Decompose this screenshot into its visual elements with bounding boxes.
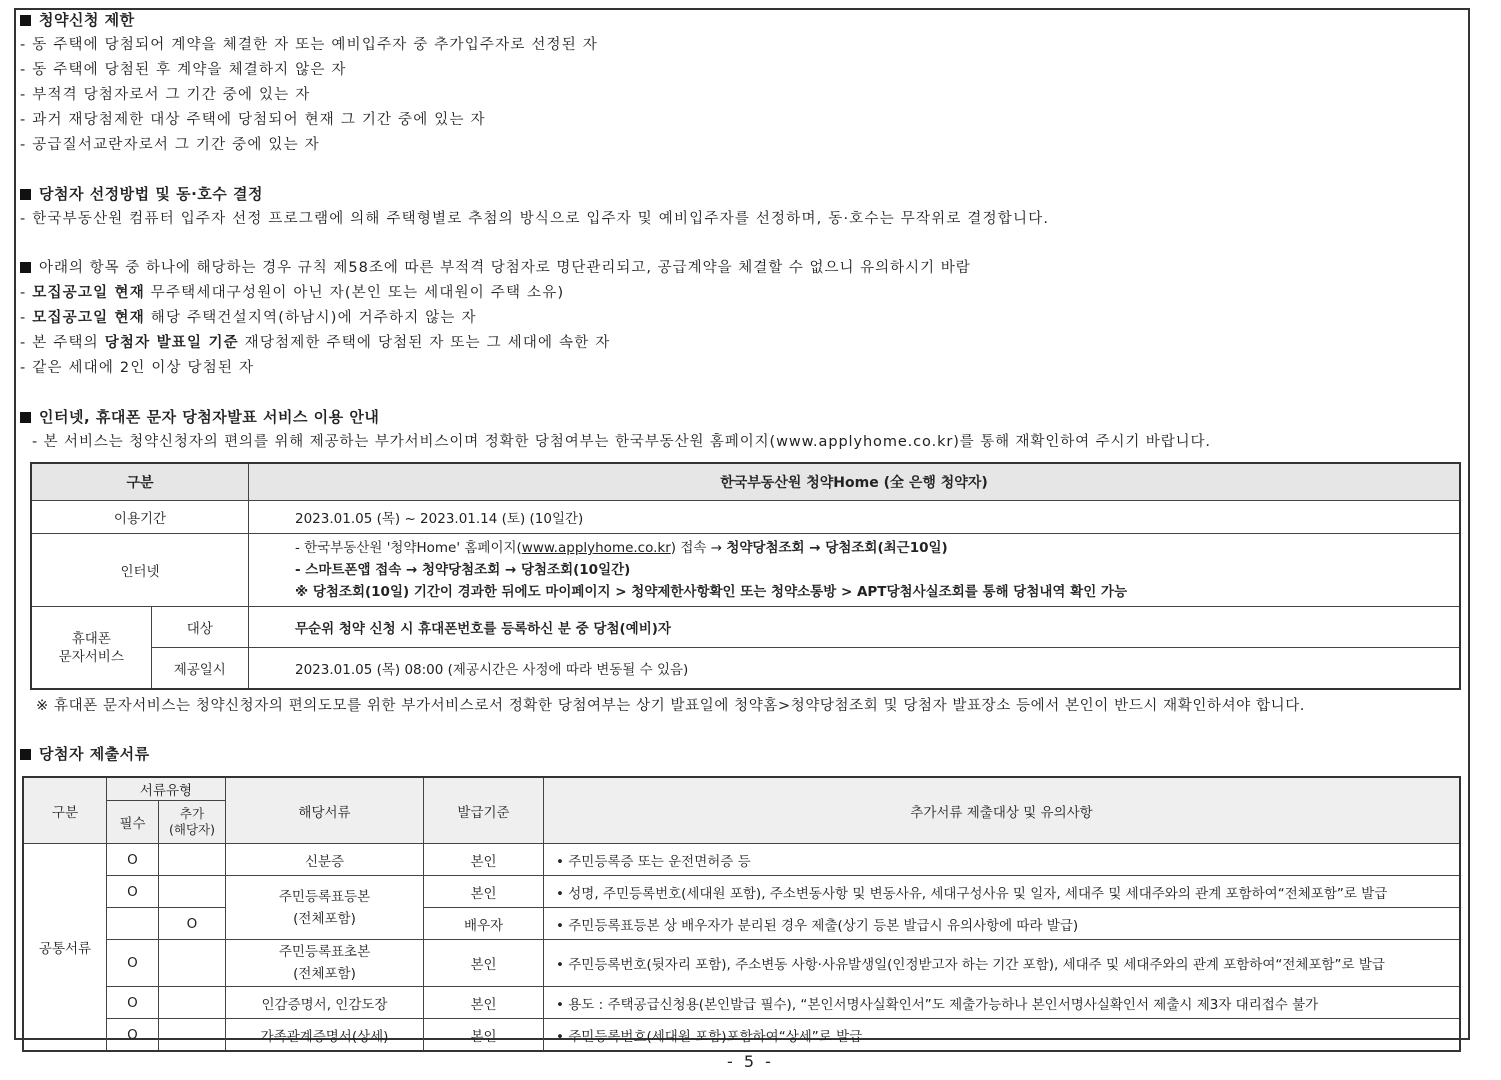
header-extra-line: (해당자) [169, 822, 215, 837]
document-name-line: (전체포함) [293, 966, 356, 982]
document-note: • 주민등록번호(세대원 포함)포함하여“상세”로 발급 [544, 1019, 1461, 1052]
square-bullet-icon [20, 412, 31, 423]
header-doc-type: 서류유형 [107, 777, 226, 801]
document-note: • 주민등록번호(뒷자리 포함), 주소변동 사항·사유발생일(인정받고자 하는 기간 포함), 세대주 및 세대주와의 관계 포함하여“전체포함”로 발급 [544, 940, 1461, 987]
internet-label: 인터넷 [31, 534, 249, 607]
method-text: - 한국부동산원 '청약Home' 홈페이지( [295, 540, 522, 556]
issuer: 본인 [424, 987, 544, 1019]
target-label: 대상 [151, 607, 248, 648]
header-note: 추가서류 제출대상 및 유의사항 [544, 777, 1461, 844]
square-bullet-icon [20, 15, 31, 26]
emphasis-text: 당첨자 발표일 기준 [104, 335, 239, 351]
document-name-line: 주민등록표등본 [278, 888, 371, 905]
section-title-text: 당첨자 선정방법 및 동·호수 결정 [39, 185, 263, 203]
target-value: 무순위 청약 신청 시 휴대폰번호를 등록하신 분 중 당첨(예비)자 [249, 607, 1461, 648]
document-body [20, 8, 1470, 455]
required-mark: O [107, 1019, 159, 1052]
issuer: 본인 [424, 876, 544, 908]
issuer: 본인 [424, 940, 544, 987]
method-emphasis: 청약당첨조회 → 당첨조회(최근10일) [726, 540, 948, 556]
table-header-category: 구분 [31, 463, 249, 501]
section-title-restriction [20, 8, 1470, 33]
issuer: 배우자 [424, 908, 544, 940]
header-extra [159, 801, 226, 844]
sms-service-note: ※ 휴대폰 문자서비스는 청약신청자의 편의도모를 위한 부가서비스로서 정확한 당첨여부는 상기 발표일에 청약홈>청약당첨조회 및 당첨자 발표장소 등에서 본인이 반드시 재확인하셔야 합니다. [36, 698, 1306, 714]
date-label: 제공일시 [151, 648, 248, 690]
extra-mark-empty [159, 987, 226, 1019]
sms-label-line: 문자서비스 [58, 648, 124, 665]
section-title-selection [20, 182, 1470, 207]
issuer: 본인 [424, 1019, 544, 1052]
issuer: 본인 [424, 844, 544, 876]
list-item: - 같은 세대에 2인 이상 당첨된 자 [20, 360, 255, 376]
list-item: - 모집공고일 현재 무주택세대구성원이 아닌 자(본인 또는 세대원이 주택 소유) [20, 285, 565, 301]
list-item: - 부적격 당첨자로서 그 기간 중에 있는 자 [20, 87, 311, 103]
period-label: 이용기간 [31, 501, 249, 534]
document-name: 가족관계증명서(상세) [226, 1019, 424, 1052]
header-category: 구분 [23, 777, 107, 844]
service-description: - 본 서비스는 청약신청자의 편의를 위해 제공하는 부가서비스이며 정확한 당첨여부는 한국부동산원 홈페이지(www.applyhome.co.kr)를 통해 재확인하여 주시기 바랍니다. [32, 434, 1211, 450]
table-row [23, 876, 1460, 908]
document-name [226, 940, 424, 987]
required-mark-empty [107, 908, 159, 940]
document-note: • 용도 : 주택공급신청용(본인발급 필수), “본인서명사실확인서”도 제출가능하나 본인서명사실확인서 제출시 제3자 대리접수 불가 [544, 987, 1461, 1019]
header-document: 해당서류 [226, 777, 424, 844]
list-item: - 본 주택의 당첨자 발표일 기준 재당첨제한 주택에 당첨된 자 또는 그 세대에 속한 자 [20, 335, 611, 351]
extra-mark: O [159, 908, 226, 940]
method-text: ) 접속 → [670, 540, 723, 556]
header-required: 필수 [107, 801, 159, 844]
group-common-docs: 공통서류 [23, 844, 107, 1052]
extra-mark-empty [159, 876, 226, 908]
extra-mark-empty [159, 844, 226, 876]
square-bullet-icon [20, 262, 31, 273]
list-item: - 과거 재당첨제한 대상 주택에 당첨되어 현재 그 기간 중에 있는 자 [20, 112, 486, 128]
internet-method-note: ※ 당첨조회(10일) 기간이 경과한 뒤에도 마이페이지 > 청약제한사항확인 또는 청약소통방 > APT당첨사실조회를 통해 당첨내역 확인 가능 [295, 584, 1128, 600]
document-note: • 주민등록증 또는 운전면허증 등 [544, 844, 1461, 876]
item-text: 해당 주택건설지역(하남시)에 거주하지 않는 자 [150, 310, 477, 326]
document-note: • 주민등록표등본 상 배우자가 분리된 경우 제출(상기 등본 발급시 유의사항에 따라 발급) [544, 908, 1461, 940]
document-name [226, 876, 424, 940]
applyhome-link[interactable]: www.applyhome.co.kr [521, 540, 671, 556]
section-title-text: 아래의 항목 중 하나에 해당하는 경우 규칙 제58조에 따른 부적격 당첨자로 명단관리되고, 공급계약을 체결할 수 없으니 유의하시기 바람 [39, 260, 971, 276]
table-row [23, 940, 1460, 987]
list-item: - 공급질서교란자로서 그 기간 중에 있는 자 [20, 137, 320, 153]
header-issuer: 발급기준 [424, 777, 544, 844]
section-title-text: 청약신청 제한 [39, 11, 135, 29]
section-title-service [20, 405, 1470, 430]
emphasis-text: 모집공고일 현재 [32, 310, 145, 326]
document-name: 신분증 [226, 844, 424, 876]
item-text: 무주택세대구성원이 아닌 자(본인 또는 세대원이 주택 소유) [150, 285, 565, 301]
service-table [30, 462, 1461, 690]
list-item: - 한국부동산원 컴퓨터 입주자 선정 프로그램에 의해 주택형별로 추첨의 방식으로 입주자 및 예비입주자를 선정하며, 동·호수는 무작위로 결정합니다. [20, 211, 1050, 227]
required-mark: O [107, 876, 159, 908]
table-row [23, 844, 1460, 876]
table-row [23, 987, 1460, 1019]
extra-mark-empty [159, 940, 226, 987]
sms-label [31, 607, 151, 690]
document-name: 인감증명서, 인감도장 [226, 987, 424, 1019]
documents-table [22, 776, 1461, 1052]
page-number: - 5 - [727, 1052, 774, 1071]
internet-methods [249, 534, 1461, 607]
emphasis-text: 모집공고일 현재 [32, 285, 145, 301]
document-name-line: (전체포함) [293, 910, 356, 927]
header-extra-line: 추가 [179, 806, 205, 821]
section-title-ineligible [20, 256, 1470, 281]
document-name-line: 주민등록표초본 [278, 944, 371, 960]
section-title-documents [20, 742, 150, 767]
document-note: • 성명, 주민등록번호(세대원 포함), 주소변동사항 및 변동사유, 세대구성사유 및 일자, 세대주 및 세대주와의 관계 포함하여“전체포함”로 발급 [544, 876, 1461, 908]
square-bullet-icon [20, 749, 31, 760]
table-row [23, 1019, 1460, 1052]
item-text: 본 주택의 [32, 335, 99, 351]
list-item: - 모집공고일 현재 해당 주택건설지역(하남시)에 거주하지 않는 자 [20, 310, 477, 326]
date-value: 2023.01.05 (목) 08:00 (제공시간은 사정에 따라 변동될 수 있음) [249, 648, 1461, 690]
required-mark: O [107, 987, 159, 1019]
list-item: - 동 주택에 당첨되어 계약을 체결한 자 또는 예비입주자 중 추가입주자로 선정된 자 [20, 37, 598, 53]
period-value: 2023.01.05 (목) ~ 2023.01.14 (토) (10일간) [249, 501, 1461, 534]
required-mark: O [107, 940, 159, 987]
sms-label-line: 휴대폰 [71, 630, 111, 647]
internet-method-web [295, 537, 1458, 559]
internet-method-app: - 스마트폰앱 접속 → 청약당첨조회 → 당첨조회(10일간) [295, 562, 631, 578]
extra-mark-empty [159, 1019, 226, 1052]
section-title-text: 인터넷, 휴대폰 문자 당첨자발표 서비스 이용 안내 [39, 408, 380, 426]
required-mark: O [107, 844, 159, 876]
list-item: - 동 주택에 당첨된 후 계약을 체결하지 않은 자 [20, 62, 347, 78]
table-header-applyhome: 한국부동산원 청약Home (全 은행 청약자) [249, 463, 1461, 501]
section-title-text: 당첨자 제출서류 [39, 745, 150, 763]
square-bullet-icon [20, 189, 31, 200]
item-text: 재당첨제한 주택에 당첨된 자 또는 그 세대에 속한 자 [244, 335, 611, 351]
